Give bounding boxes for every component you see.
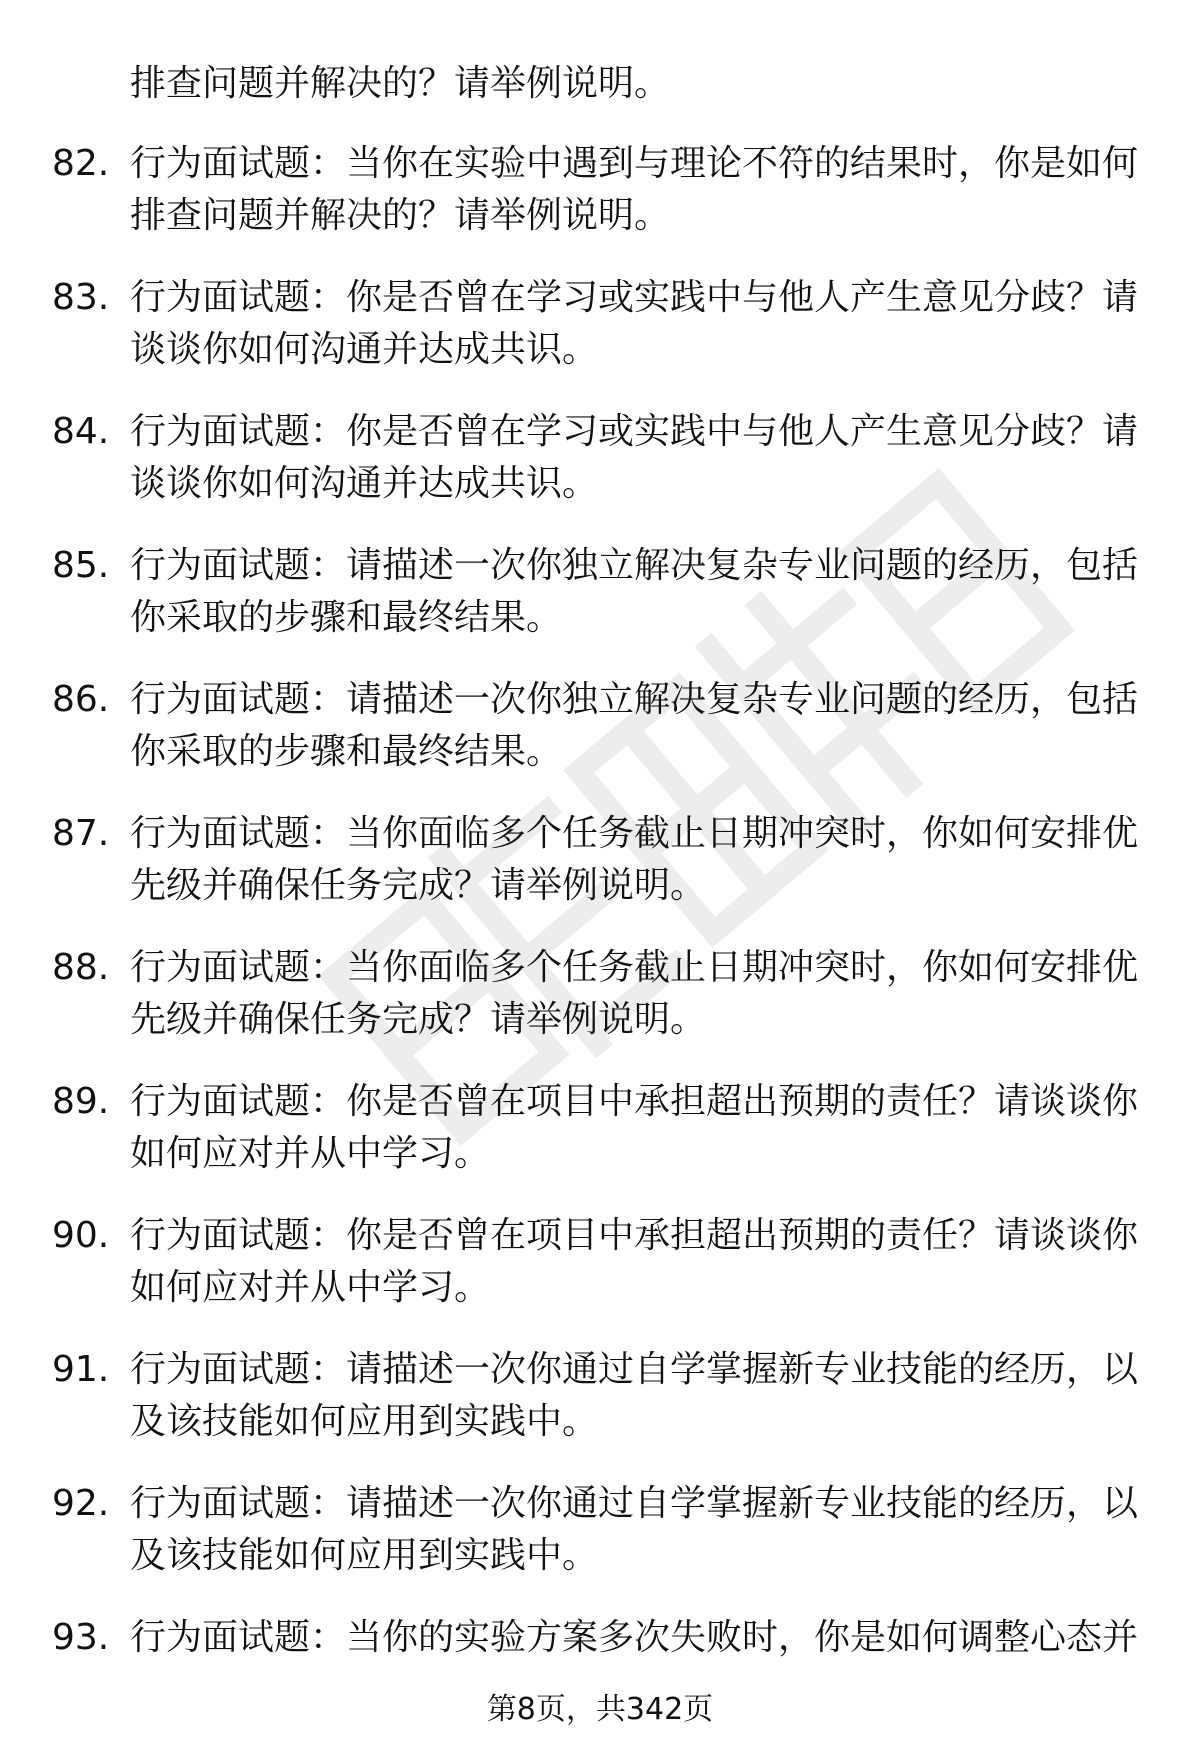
question-number: 93.	[52, 1617, 110, 1658]
list-item	[52, 1478, 1152, 1582]
question-number: 87.	[52, 813, 110, 854]
question-text	[130, 138, 1152, 242]
question-line: 如何应对并从中学习。	[130, 1133, 491, 1174]
question-list-section	[52, 58, 1152, 1664]
question-text	[130, 942, 1152, 1046]
question-text	[130, 272, 1152, 376]
question-line: 行为面试题：当你的实验方案多次失败时，你是如何调整心态并	[130, 1617, 1139, 1658]
continued-question-text: 排查问题并解决的？请举例说明。	[130, 63, 671, 104]
question-line: 如何应对并从中学习。	[130, 1267, 491, 1308]
list-item	[52, 138, 1152, 242]
question-number: 84.	[52, 411, 110, 452]
question-line: 及该技能如何应用到实践中。	[130, 1535, 599, 1576]
question-line: 谈谈你如何沟通并达成共识。	[130, 329, 599, 370]
question-line: 先级并确保任务完成？请举例说明。	[130, 999, 707, 1040]
list-item	[52, 1612, 1152, 1664]
question-line: 先级并确保任务完成？请举例说明。	[130, 865, 707, 906]
question-text	[130, 540, 1152, 644]
question-text	[130, 1344, 1152, 1448]
list-item	[52, 1344, 1152, 1448]
question-text	[130, 674, 1152, 778]
question-text	[130, 808, 1152, 912]
question-line: 行为面试题：请描述一次你独立解决复杂专业问题的经历，包括	[130, 679, 1139, 720]
question-line: 行为面试题：当你在实验中遇到与理论不符的结果时，你是如何	[130, 143, 1139, 184]
question-number: 89.	[52, 1081, 110, 1122]
question-line: 及该技能如何应用到实践中。	[130, 1401, 599, 1442]
question-line: 行为面试题：当你面临多个任务截止日期冲突时，你如何安排优	[130, 813, 1139, 854]
question-line: 你采取的步骤和最终结果。	[130, 597, 563, 638]
list-item	[52, 1210, 1152, 1314]
question-line: 行为面试题：你是否曾在学习或实践中与他人产生意见分歧？请	[130, 411, 1139, 452]
question-number: 88.	[52, 947, 110, 988]
question-line: 行为面试题：请描述一次你通过自学掌握新专业技能的经历，以	[130, 1483, 1139, 1524]
question-number: 83.	[52, 277, 110, 318]
list-item	[52, 540, 1152, 644]
question-list	[52, 138, 1152, 1664]
question-line: 谈谈你如何沟通并达成共识。	[130, 463, 599, 504]
question-number: 92.	[52, 1483, 110, 1524]
list-item	[52, 1076, 1152, 1180]
question-number: 85.	[52, 545, 110, 586]
question-text	[130, 1612, 1152, 1664]
list-item	[52, 674, 1152, 778]
list-item	[52, 406, 1152, 510]
question-line: 行为面试题：请描述一次你独立解决复杂专业问题的经历，包括	[130, 545, 1139, 586]
question-text	[130, 1478, 1152, 1582]
page-number-footer: 第8页，共342页	[486, 1692, 714, 1727]
question-line: 行为面试题：你是否曾在学习或实践中与他人产生意见分歧？请	[130, 277, 1139, 318]
question-text	[130, 1210, 1152, 1314]
question-line: 你采取的步骤和最终结果。	[130, 731, 563, 772]
list-item	[52, 942, 1152, 1046]
question-line: 行为面试题：请描述一次你通过自学掌握新专业技能的经历，以	[130, 1349, 1139, 1390]
question-line: 排查问题并解决的？请举例说明。	[130, 195, 671, 236]
question-line: 行为面试题：你是否曾在项目中承担超出预期的责任？请谈谈你	[130, 1081, 1139, 1122]
question-number: 90.	[52, 1215, 110, 1256]
question-number: 82.	[52, 143, 110, 184]
list-item	[52, 272, 1152, 376]
question-text	[130, 1076, 1152, 1180]
question-line: 行为面试题：你是否曾在项目中承担超出预期的责任？请谈谈你	[130, 1215, 1139, 1256]
question-line: 行为面试题：当你面临多个任务截止日期冲突时，你如何安排优	[130, 947, 1139, 988]
question-number: 91.	[52, 1349, 110, 1390]
question-text	[130, 406, 1152, 510]
question-number: 86.	[52, 679, 110, 720]
list-item	[52, 808, 1152, 912]
